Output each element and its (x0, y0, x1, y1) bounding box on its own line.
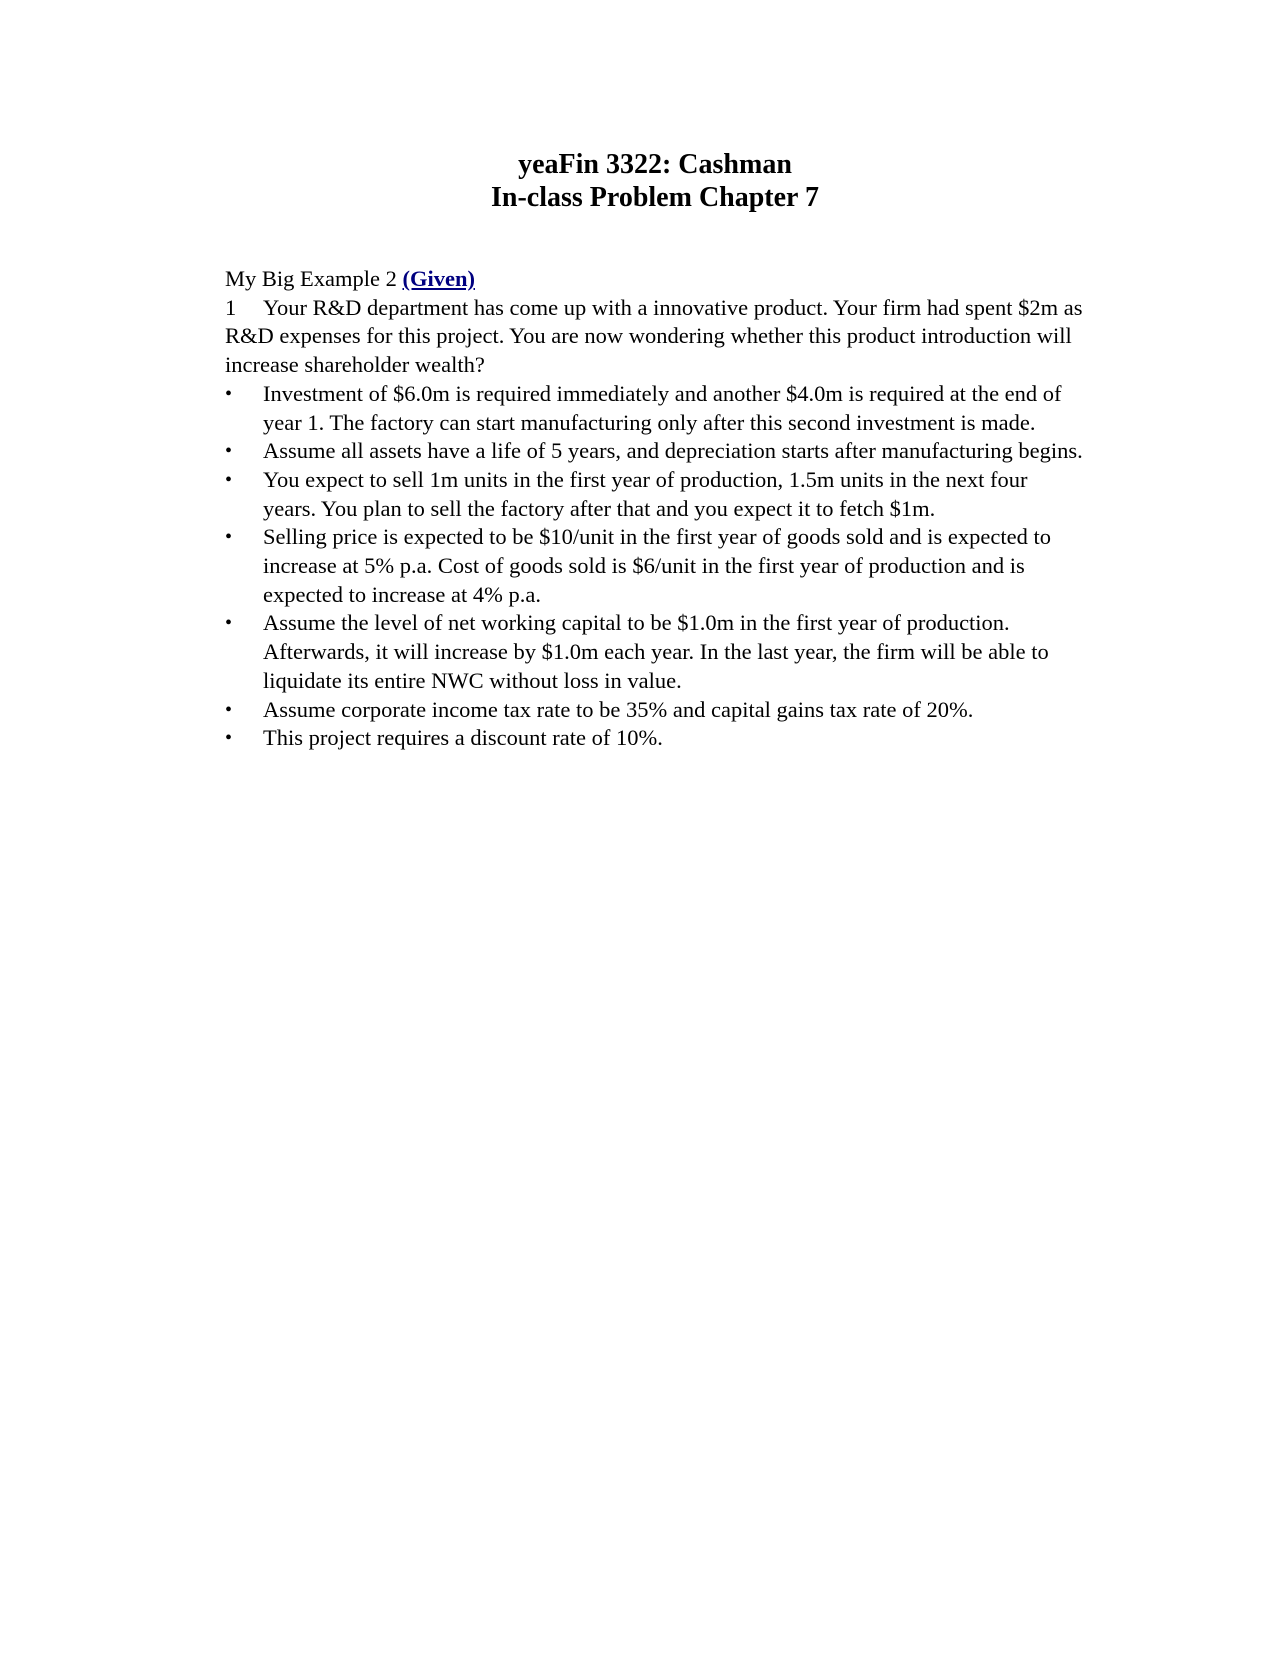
document-title (0, 148, 1280, 214)
list-item-text: You expect to sell 1m units in the first year of production, 1.5m units in the next four years. You plan to sell the factory after that and you expect it to fetch $1m. (263, 466, 1028, 521)
list-item (225, 466, 1085, 523)
given-link[interactable]: (Given) (402, 266, 475, 291)
list-item (225, 609, 1085, 695)
course-title: yeaFin 3322: Cashman (518, 149, 792, 180)
example-heading (225, 265, 1085, 294)
question-number: 1 (225, 294, 237, 320)
list-item-text: Assume all assets have a life of 5 years, and depreciation starts after manufacturing begins. (263, 438, 1083, 464)
bullet-icon: • (225, 382, 233, 405)
document-body (225, 265, 1085, 753)
question-paragraph (225, 294, 1085, 380)
list-item (225, 523, 1085, 609)
bullet-icon: • (225, 612, 233, 635)
bullet-icon: • (225, 440, 233, 463)
list-item-text: This project requires a discount rate of 10%. (263, 725, 663, 751)
assumptions-list (225, 380, 1085, 753)
list-item-text: Selling price is expected to be $10/unit in the first year of goods sold and is expected to increase at 5% p.a. Cost of goods sold is $6/unit in the first year of production and is expected to increase at 4% p.a. (263, 524, 1051, 607)
list-item (225, 437, 1085, 466)
bullet-icon: • (225, 727, 233, 750)
list-item-text: Investment of $6.0m is required immediately and another $4.0m is required at the end of year 1. The factory can start manufacturing only after this second investment is made. (263, 380, 1062, 435)
list-item (225, 696, 1085, 725)
bullet-icon: • (225, 698, 233, 721)
problem-title: In-class Problem Chapter 7 (491, 182, 819, 213)
list-item-text: Assume the level of net working capital to be $1.0m in the first year of production. Afterwards, it will increase by $1.0m each year. In the last year, the firm will be able to liquidate its entire NWC without loss in value. (263, 610, 1049, 693)
list-item (225, 724, 1085, 753)
example-label: My Big Example 2 (225, 266, 397, 291)
bullet-icon: • (225, 468, 233, 491)
bullet-icon: • (225, 526, 233, 549)
list-item-text: Assume corporate income tax rate to be 35% and capital gains tax rate of 20%. (263, 696, 974, 722)
list-item (225, 380, 1085, 437)
question-text: Your R&D department has come up with a innovative product. Your firm had spent $2m as R&D expenses for this project. You are now wondering whether this product introduction will increase shareholder wealth? (225, 294, 1083, 378)
